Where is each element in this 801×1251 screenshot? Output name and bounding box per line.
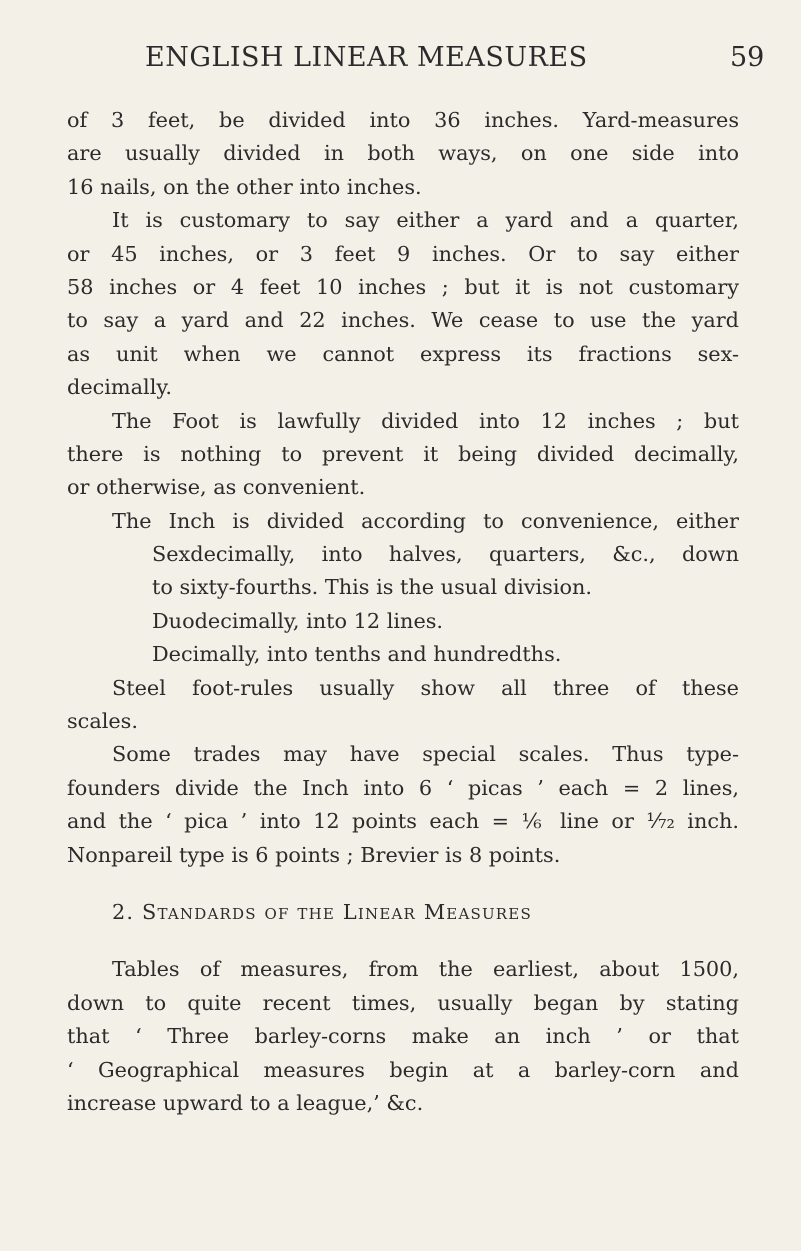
body-text: [67, 104, 739, 1120]
text-line: Tables of measures, from the earliest, about 1500,: [112, 957, 739, 982]
text-line: The Inch is divided according to convenience, either: [112, 508, 739, 533]
text-line: Sexdecimally, into halves, quarters, &c., down: [152, 542, 739, 567]
running-head: ENGLISH LINEAR MEASURES: [145, 42, 588, 73]
text-line: and the ‘ pica ’ into 12 points each = ⅙ line or ¹⁄₇₂ inch.: [67, 809, 739, 834]
text-line: are usually divided in both ways, on one side into: [67, 141, 739, 166]
text-line: ‘ Geographical measures begin at a barley-corn and: [67, 1057, 739, 1082]
text-line: Some trades may have special scales. Thus type-: [112, 742, 739, 767]
text-line: that ‘ Three barley-corns make an inch ’ or that: [67, 1024, 739, 1049]
text-line: or 45 inches, or 3 feet 9 inches. Or to say either: [67, 241, 739, 266]
text-line: 16 nails, on the other into inches.: [67, 174, 422, 199]
section-heading: 2. Standards of the Linear Measures: [112, 899, 532, 924]
text-line: decimally.: [67, 375, 172, 400]
section-gap: [67, 872, 739, 896]
text-line: or otherwise, as convenient.: [67, 475, 366, 500]
text-line: The Foot is lawfully divided into 12 inches ; but: [112, 408, 739, 433]
text-line: founders divide the Inch into 6 ‘ picas ’ each = 2 lines,: [67, 775, 739, 800]
text-line: to sixty-fourths. This is the usual division.: [152, 575, 593, 600]
text-line: Duodecimally, into 12 lines.: [152, 608, 444, 633]
text-line: to say a yard and 22 inches. We cease to use the yard: [67, 308, 739, 333]
text-line: It is customary to say either a yard and a quarter,: [112, 208, 739, 233]
page-number: 59: [730, 42, 765, 73]
text-line: 58 inches or 4 feet 10 inches ; but it is not customary: [67, 274, 739, 299]
section-gap: [67, 929, 739, 953]
text-line: there is nothing to prevent it being divided decimally,: [67, 441, 739, 466]
text-line: as unit when we cannot express its fractions sex-: [67, 341, 739, 366]
text-line: Decimally, into tenths and hundredths.: [152, 642, 562, 667]
text-line: of 3 feet, be divided into 36 inches. Yard-measures: [67, 108, 739, 132]
page-header: [0, 42, 801, 92]
text-line: increase upward to a league,’ &c.: [67, 1090, 424, 1115]
text-line: Nonpareil type is 6 points ; Brevier is 8 points.: [67, 842, 561, 867]
text-line: Steel foot-rules usually show all three of these: [112, 675, 739, 700]
text-line: scales.: [67, 709, 138, 734]
text-line: down to quite recent times, usually began by stating: [67, 990, 739, 1015]
